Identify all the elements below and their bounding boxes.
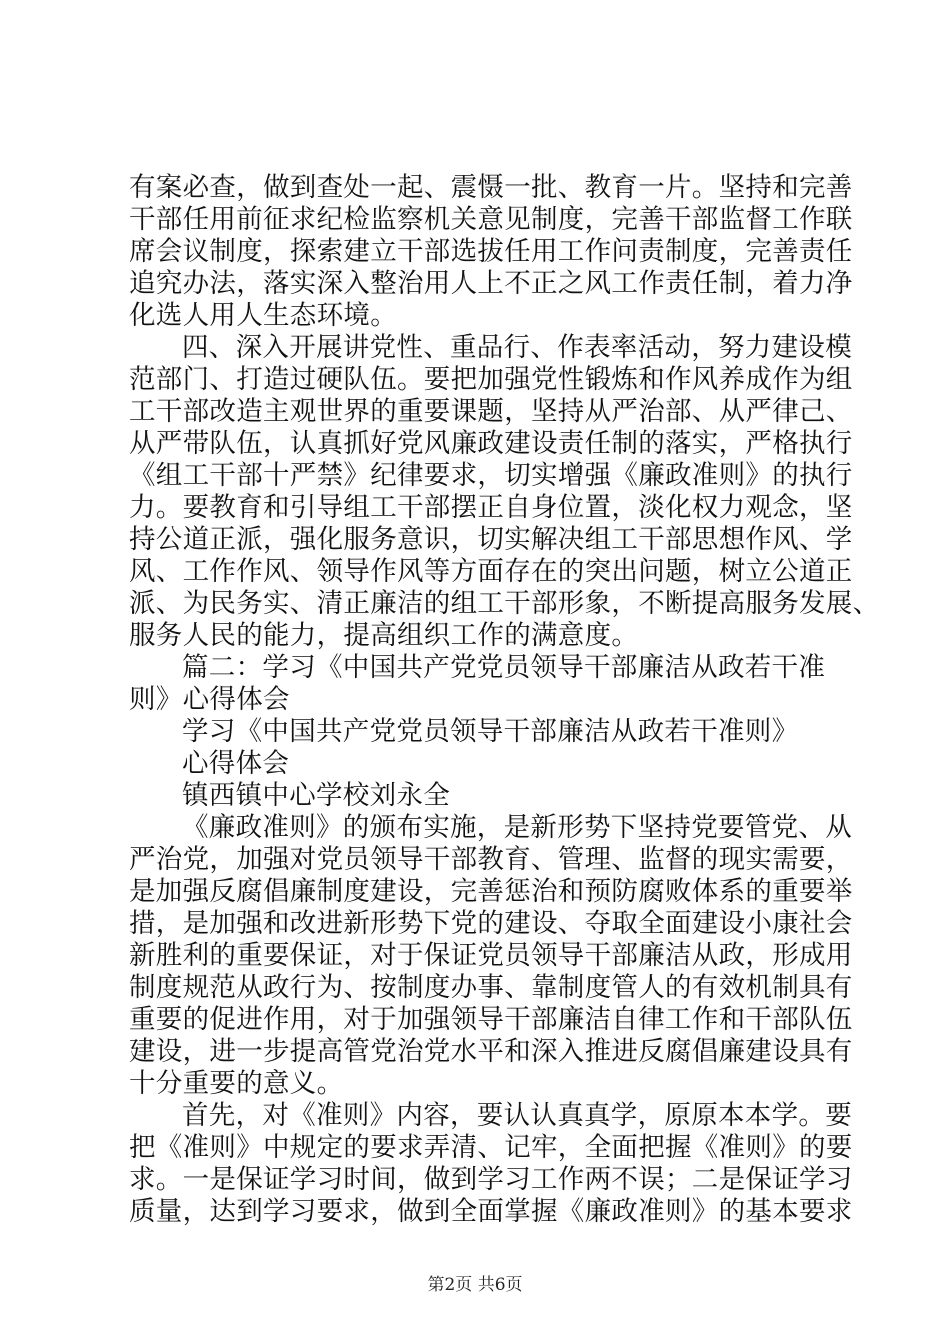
text-line: 力。要教育和引导组工干部摆正自身位置，淡化权力观念，坚: [129, 492, 853, 523]
text-line: 工干部改造主观世界的重要课题，坚持从严治部、从严律己、: [129, 396, 853, 427]
text-line: 干部任用前征求纪检监察机关意见制度，完善干部监督工作联: [129, 204, 853, 235]
text-line: 首先，对《准则》内容，要认认真真学，原原本本学。要: [182, 1100, 852, 1131]
text-line: 《廉政准则》的颁布实施，是新形势下坚持党要管党、从: [182, 812, 852, 843]
text-line: 持公道正派，强化服务意识，切实解决组工干部思想作风、学: [129, 524, 853, 555]
text-line: 席会议制度，探索建立干部选拔任用工作问责制度，完善责任: [129, 236, 853, 267]
text-line: 重要的促进作用，对于加强领导干部廉洁自律工作和干部队伍: [129, 1004, 853, 1035]
text-line: 追究办法，落实深入整治用人上不正之风工作责任制，着力净: [129, 268, 853, 299]
text-line: 风、工作作风、领导作风等方面存在的突出问题，树立公道正: [129, 556, 853, 587]
text-line: 新胜利的重要保证，对于保证党员领导干部廉洁从政，形成用: [129, 940, 853, 971]
text-line: 学习《中国共产党党员领导干部廉洁从政若干准则》: [182, 716, 799, 747]
text-line: 镇西镇中心学校刘永全: [182, 780, 450, 811]
text-line: 化选人用人生态环境。: [129, 300, 397, 331]
text-line: 是加强反腐倡廉制度建设，完善惩治和预防腐败体系的重要举: [129, 876, 853, 907]
text-line: 建设，进一步提高管党治党水平和深入推进反腐倡廉建设具有: [129, 1036, 853, 1067]
text-line: 心得体会: [182, 748, 290, 779]
text-line: 范部门、打造过硬队伍。要把加强党性锻炼和作风养成作为组: [129, 364, 853, 395]
text-line: 《组工干部十严禁》纪律要求，切实增强《廉政准则》的执行: [129, 460, 853, 491]
text-line: 四、深入开展讲党性、重品行、作表率活动，努力建设模: [182, 332, 852, 363]
text-line: 服务人民的能力，提高组织工作的满意度。: [129, 620, 639, 651]
text-line: 则》心得体会: [129, 684, 290, 715]
text-line: 求。一是保证学习时间，做到学习工作两不误；二是保证学习: [129, 1164, 853, 1195]
text-line: 制度规范从政行为、按制度办事、靠制度管人的有效机制具有: [129, 972, 853, 1003]
text-line: 把《准则》中规定的要求弄清、记牢，全面把握《准则》的要: [129, 1132, 853, 1163]
text-line: 严治党，加强对党员领导干部教育、管理、监督的现实需要，: [129, 844, 853, 875]
text-line: 有案必查，做到查处一起、震慑一批、教育一片。坚持和完善: [129, 172, 853, 203]
text-line: 措，是加强和改进新形势下党的建设、夺取全面建设小康社会: [129, 908, 853, 939]
text-line: 十分重要的意义。: [129, 1068, 344, 1099]
text-line: 派、为民务实、清正廉洁的组工干部形象，不断提高服务发展、: [129, 588, 880, 619]
text-line: 从严带队伍，认真抓好党风廉政建设责任制的落实，严格执行: [129, 428, 853, 459]
text-line: 篇二：学习《中国共产党党员领导干部廉洁从政若干准: [182, 652, 826, 683]
text-line: 质量，达到学习要求，做到全面掌握《廉政准则》的基本要求: [129, 1196, 853, 1227]
page-number-footer: 第2页 共6页: [427, 1275, 523, 1295]
